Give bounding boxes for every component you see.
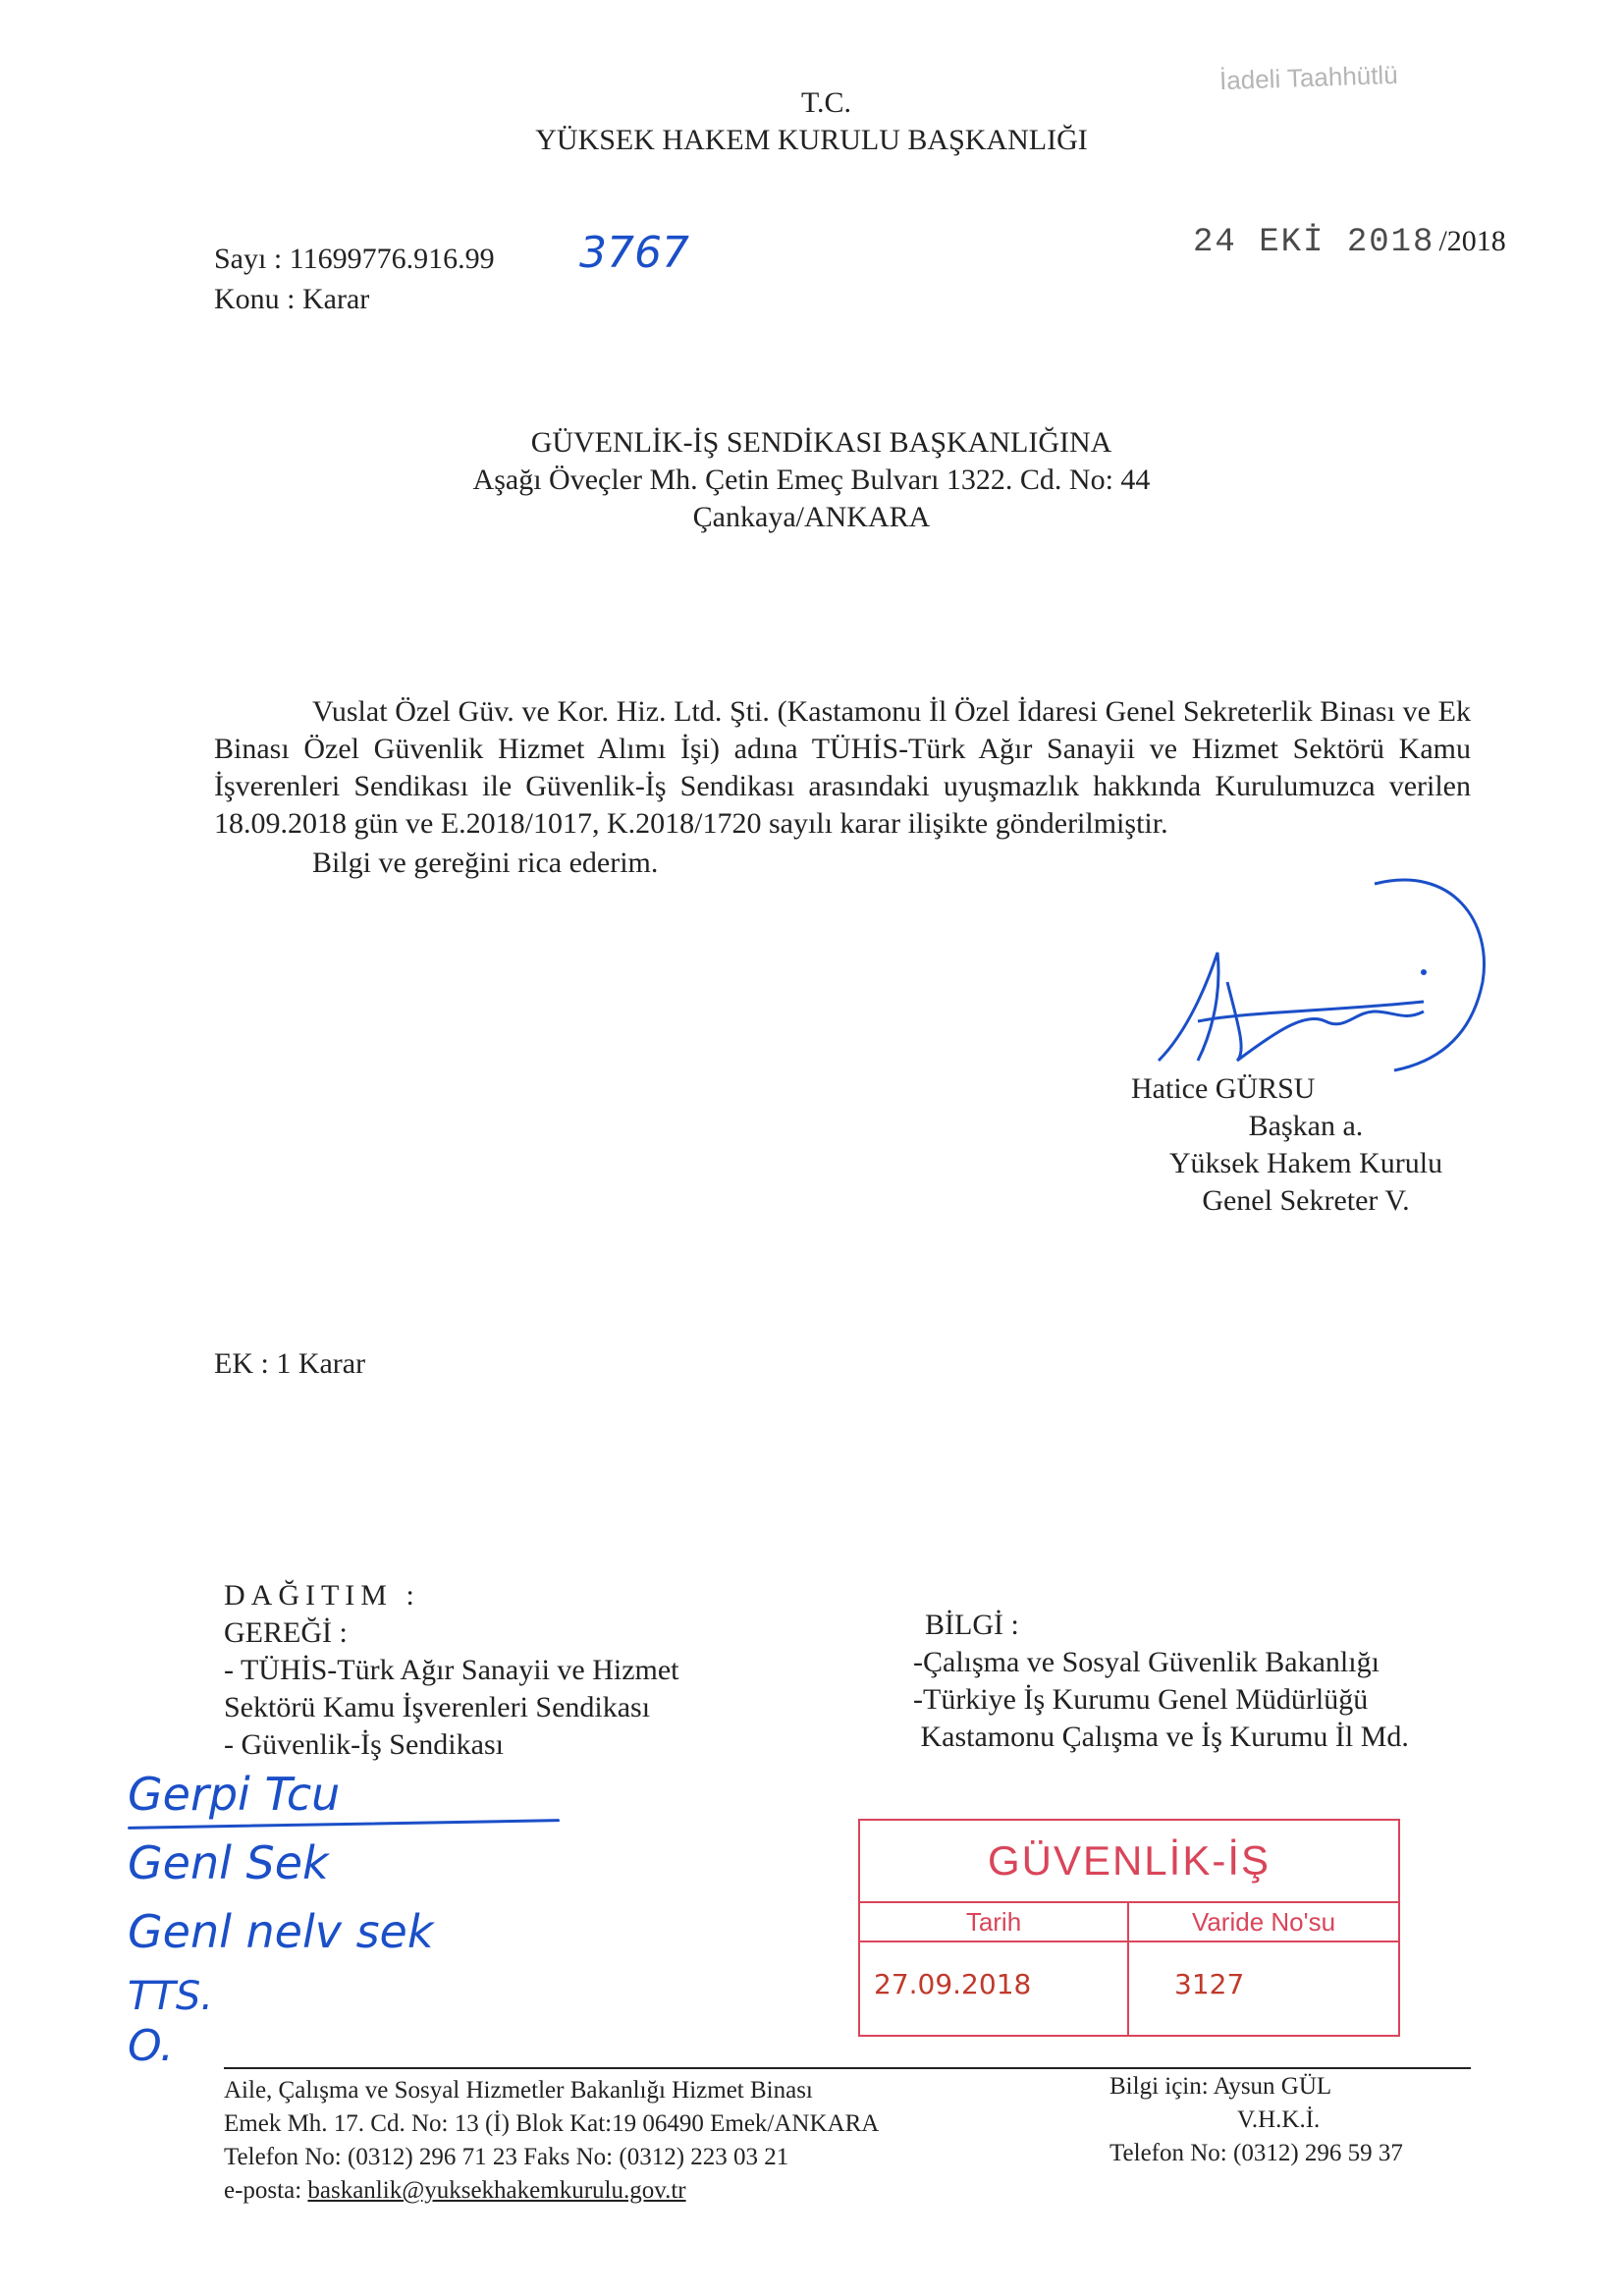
receipt-stamp: [858, 1819, 1400, 2037]
recipient-block: [0, 424, 1623, 536]
bilgi-label: BİLGİ :: [925, 1609, 1019, 1641]
receipt-date-value: 27.09.2018: [874, 1968, 1032, 2000]
geregi-label: GEREĞİ :: [224, 1616, 348, 1649]
receipt-number-value: 3127: [1174, 1968, 1245, 2000]
letterhead-line1: T.C.: [800, 86, 852, 119]
handwritten-note: TTS.: [128, 1974, 213, 2019]
footer-divider: [224, 2067, 1471, 2069]
distribution-block: [224, 1577, 679, 1764]
letterhead-line2: YÜKSEK HAKEM KURULU BAŞKANLIĞI: [535, 124, 1088, 156]
handwritten-note: O.: [128, 2021, 174, 2071]
registered-mail-stamp: İadeli Taahhütlü: [1218, 59, 1399, 96]
body-paragraph: Vuslat Özel Güv. ve Kor. Hiz. Ltd. Şti. (Kastamonu İl Özel İdaresi Genel Sekreterlik Binası ve Ek Binası Özel Güvenlik Hizmet Alımı İşi) adına TÜHİS-Türk Ağır Sanayii ve Hizmet Sektörü Kamu İşverenleri Sendikası ile Güvenlik-İş Sendikası arasındaki uyuşmazlık hakkında Kurulumuzca verilen 18.09.2018 gün ve E.2018/1017, K.2018/1720 sayılı karar ilişikte gönderilmiştir.: [214, 695, 1471, 840]
receipt-date-label: Tarih: [860, 1903, 1129, 1941]
bilgi-item: Kastamonu Çalışma ve İş Kurumu İl Md.: [913, 1721, 1409, 1753]
body-closing: Bilgi ve gereğini rica ederim.: [312, 847, 659, 879]
handwritten-note: Genl Sek: [128, 1836, 329, 1889]
bilgi-item: -Türkiye İş Kurumu Genel Müdürlüğü: [913, 1683, 1369, 1716]
konu-label: Konu: [214, 283, 280, 315]
handwritten-note: Gerpi Tcu: [128, 1768, 341, 1821]
reference-number: [214, 241, 495, 278]
footer-address-line: Telefon No: (0312) 296 71 23 Faks No: (0312) 223 03 21: [224, 2144, 789, 2170]
sayi-label: Sayı: [214, 243, 267, 275]
document-date: [1193, 224, 1506, 261]
signer-title: Başkan a.: [1248, 1110, 1364, 1142]
receipt-stamp-title: GÜVENLİK-İŞ: [860, 1821, 1398, 1903]
date-printed: /2018: [1438, 225, 1506, 257]
geregi-item: - Güvenlik-İş Sendikası: [224, 1728, 504, 1761]
handwritten-note: Genl nelv sek: [128, 1905, 434, 1958]
contact-line: Telefon No: (0312) 296 59 37: [1109, 2140, 1403, 2166]
receipt-number-label: Varide No'su: [1191, 1906, 1336, 1937]
distribution-title: DAĞITIM :: [224, 1579, 420, 1612]
contact-line: Bilgi için: Aysun GÜL: [1109, 2073, 1332, 2100]
attachment-line: EK : 1 Karar: [214, 1347, 366, 1380]
signer-block: [1080, 1070, 1532, 1220]
footer-address-line: Aile, Çalışma ve Sosyal Hizmetler Bakanlığı Hizmet Binası: [224, 2077, 813, 2104]
signer-role: Genel Sekreter V.: [1202, 1184, 1410, 1217]
contact-line: V.H.K.İ.: [1237, 2106, 1321, 2133]
footer-contact: [1109, 2070, 1403, 2170]
subject: [214, 281, 369, 318]
recipient-name: GÜVENLİK-İŞ SENDİKASI BAŞKANLIĞINA: [530, 426, 1112, 459]
sayi-value: : 11699776.916.99: [273, 243, 495, 275]
bilgi-item: -Çalışma ve Sosyal Güvenlik Bakanlığı: [913, 1646, 1380, 1678]
recipient-address: Aşağı Öveçler Mh. Çetin Emeç Bulvarı 1322. Cd. No: 44: [472, 464, 1151, 496]
recipient-city: Çankaya/ANKARA: [692, 501, 931, 533]
letterhead: [0, 84, 1623, 159]
footer-address: [224, 2074, 879, 2208]
sayi-handwritten: 3767: [579, 228, 689, 278]
date-stamp: 24 EKİ 2018: [1193, 224, 1435, 261]
receipt-divider: [1127, 1941, 1129, 2035]
signer-name: Hatice GÜRSU: [1131, 1072, 1316, 1105]
geregi-item: Sektörü Kamu İşverenleri Sendikası: [224, 1691, 651, 1723]
email-label: e-posta:: [224, 2177, 302, 2204]
signature-scribble: [1129, 864, 1502, 1100]
geregi-item: - TÜHİS-Türk Ağır Sanayii ve Hizmet: [224, 1654, 679, 1686]
signer-org: Yüksek Hakem Kurulu: [1168, 1147, 1443, 1179]
handwritten-notes: [128, 1768, 638, 2072]
konu-value: : Karar: [287, 283, 370, 315]
info-block: [913, 1607, 1409, 1756]
footer-email-line: [224, 2174, 879, 2208]
footer-address-line: Emek Mh. 17. Cd. No: 13 (İ) Blok Kat:19 06490 Emek/ANKARA: [224, 2110, 880, 2137]
letter-body: [214, 693, 1471, 882]
email-link[interactable]: baskanlik@yuksekhakemkurulu.gov.tr: [307, 2177, 686, 2204]
